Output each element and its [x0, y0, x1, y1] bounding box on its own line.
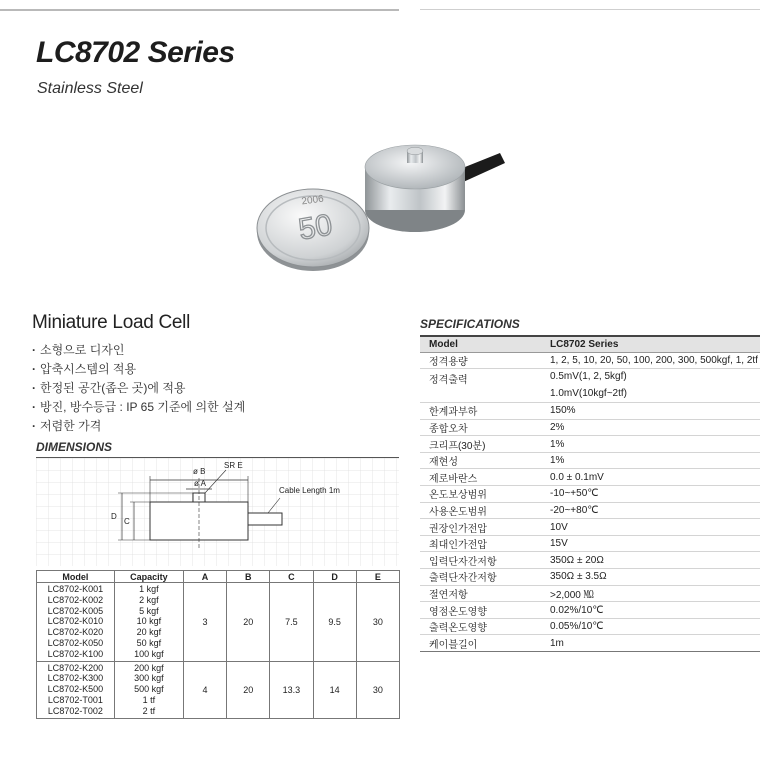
spec-value: -20~+80℃: [541, 502, 760, 519]
spec-key: 정격용량: [420, 352, 541, 369]
dimensions-heading: DIMENSIONS: [36, 440, 113, 454]
feature-item: · 한정된 공간(좁은 곳)에 적용: [32, 379, 245, 398]
spec-key: 절연저항: [420, 585, 541, 602]
spec-row: [420, 519, 760, 536]
cell-a: 4: [183, 661, 226, 718]
spec-key: 출력단자간저항: [420, 569, 541, 586]
spec-row: [420, 552, 760, 569]
spec-row: [420, 352, 760, 369]
spec-value: 0.02%/10℃: [541, 602, 760, 619]
spec-value: 0.0 ± 0.1mV: [541, 469, 760, 486]
spec-key: 출력온도영향: [420, 618, 541, 635]
spec-key: 사용온도범위: [420, 502, 541, 519]
spec-key: 크리프(30분): [420, 436, 541, 453]
cell-c: 7.5: [270, 583, 313, 662]
spec-row: [420, 469, 760, 486]
spec-row: [420, 535, 760, 552]
spec-value: 350Ω ± 3.5Ω: [541, 569, 760, 586]
spec-value: >2,000 ㏁: [541, 585, 760, 602]
spec-header-series: LC8702 Series: [541, 336, 760, 352]
label-sr-e: SR E: [224, 461, 243, 470]
coin: [257, 189, 369, 271]
label-phi-b: ø B: [193, 467, 206, 476]
spec-value: 1, 2, 5, 10, 20, 50, 100, 200, 300, 500kgf, 1, 2tf: [541, 352, 760, 369]
feature-list: [32, 341, 245, 436]
feature-item: · 소형으로 디자인: [32, 341, 245, 360]
cell-d: 14: [313, 661, 356, 718]
col-c: C: [270, 571, 313, 583]
spec-value: 150%: [541, 403, 760, 420]
spec-row: [420, 403, 760, 420]
top-rule-left: [0, 9, 399, 11]
spec-header-model: Model: [420, 336, 541, 352]
feature-item: · 압축시스템의 적용: [32, 360, 245, 379]
col-b: B: [227, 571, 270, 583]
page-title: LC8702 Series: [36, 36, 235, 69]
spec-row: [420, 635, 760, 652]
load-cell: [365, 145, 465, 232]
model-list: LC8702-K200 LC8702-K300 LC8702-K500 LC8702-T001 LC8702-T002: [37, 661, 115, 718]
spec-key: 정격출력: [420, 369, 541, 403]
top-rule-right: [420, 9, 760, 10]
spec-value: 10V: [541, 519, 760, 536]
col-a: A: [183, 571, 226, 583]
spec-row: [420, 502, 760, 519]
spec-key: 재현성: [420, 452, 541, 469]
cell-c: 13.3: [270, 661, 313, 718]
spec-key: 케이블길이: [420, 635, 541, 652]
spec-row: [420, 369, 760, 403]
spec-row: [420, 569, 760, 586]
col-model: Model: [37, 571, 115, 583]
spec-row: [420, 419, 760, 436]
spec-key: 입력단자간저항: [420, 552, 541, 569]
col-d: D: [313, 571, 356, 583]
cell-a: 3: [183, 583, 226, 662]
dimension-drawing: [36, 458, 399, 566]
specifications-table: [420, 335, 760, 652]
cell-e: 30: [356, 583, 399, 662]
product-photo: [255, 125, 515, 280]
feature-item: · 저렴한 가격: [32, 417, 245, 436]
feature-item: · 방진, 방수등급 : IP 65 기준에 의한 설계: [32, 398, 245, 417]
spec-value: 15V: [541, 535, 760, 552]
capacity-list: 1 kgf 2 kgf 5 kgf 10 kgf 20 kgf 50 kgf 100 kgf: [114, 583, 183, 662]
cell-d: 9.5: [313, 583, 356, 662]
page-subtitle: Stainless Steel: [37, 80, 143, 97]
spec-key: 종합오차: [420, 419, 541, 436]
cable-outline: [248, 513, 282, 525]
table-row: [37, 661, 400, 718]
product-name: Miniature Load Cell: [32, 312, 190, 333]
spec-value: 0.5mV(1, 2, 5kgf) 1.0mV(10kgf~2tf): [541, 369, 760, 403]
spec-row: [420, 618, 760, 635]
spec-value: 350Ω ± 20Ω: [541, 552, 760, 569]
spec-key: 한계과부하: [420, 403, 541, 420]
spec-value: 1%: [541, 436, 760, 453]
label-c: C: [124, 517, 130, 526]
spec-row: [420, 486, 760, 503]
specifications-heading: SPECIFICATIONS: [420, 317, 520, 331]
spec-value: 0.05%/10℃: [541, 618, 760, 635]
spec-key: 제로바란스: [420, 469, 541, 486]
cell-e: 30: [356, 661, 399, 718]
coin-year: 2006: [300, 193, 325, 208]
label-phi-a: ø A: [194, 479, 207, 488]
table-row: [37, 583, 400, 662]
spec-key: 영점온도영향: [420, 602, 541, 619]
spec-key: 온도보상범위: [420, 486, 541, 503]
spec-row: [420, 452, 760, 469]
cell-b: 20: [227, 661, 270, 718]
spec-row: [420, 585, 760, 602]
spec-value: -10~+50℃: [541, 486, 760, 503]
col-e: E: [356, 571, 399, 583]
label-d: D: [111, 512, 117, 521]
spec-value: 1m: [541, 635, 760, 652]
spec-value: 1%: [541, 452, 760, 469]
col-capacity: Capacity: [114, 571, 183, 583]
label-cable: Cable Length 1m: [279, 486, 340, 495]
spec-key: 권장인가전압: [420, 519, 541, 536]
model-list: LC8702-K001 LC8702-K002 LC8702-K005 LC8702-K010 LC8702-K020 LC8702-K050 LC8702-K100: [37, 583, 115, 662]
coin-value: 50: [296, 208, 335, 247]
capacity-table: [36, 570, 400, 719]
spec-key: 최대인가전압: [420, 535, 541, 552]
spec-value: 2%: [541, 419, 760, 436]
spec-row: [420, 602, 760, 619]
spec-row: [420, 436, 760, 453]
cell-b: 20: [227, 583, 270, 662]
capacity-list: 200 kgf 300 kgf 500 kgf 1 tf 2 tf: [114, 661, 183, 718]
